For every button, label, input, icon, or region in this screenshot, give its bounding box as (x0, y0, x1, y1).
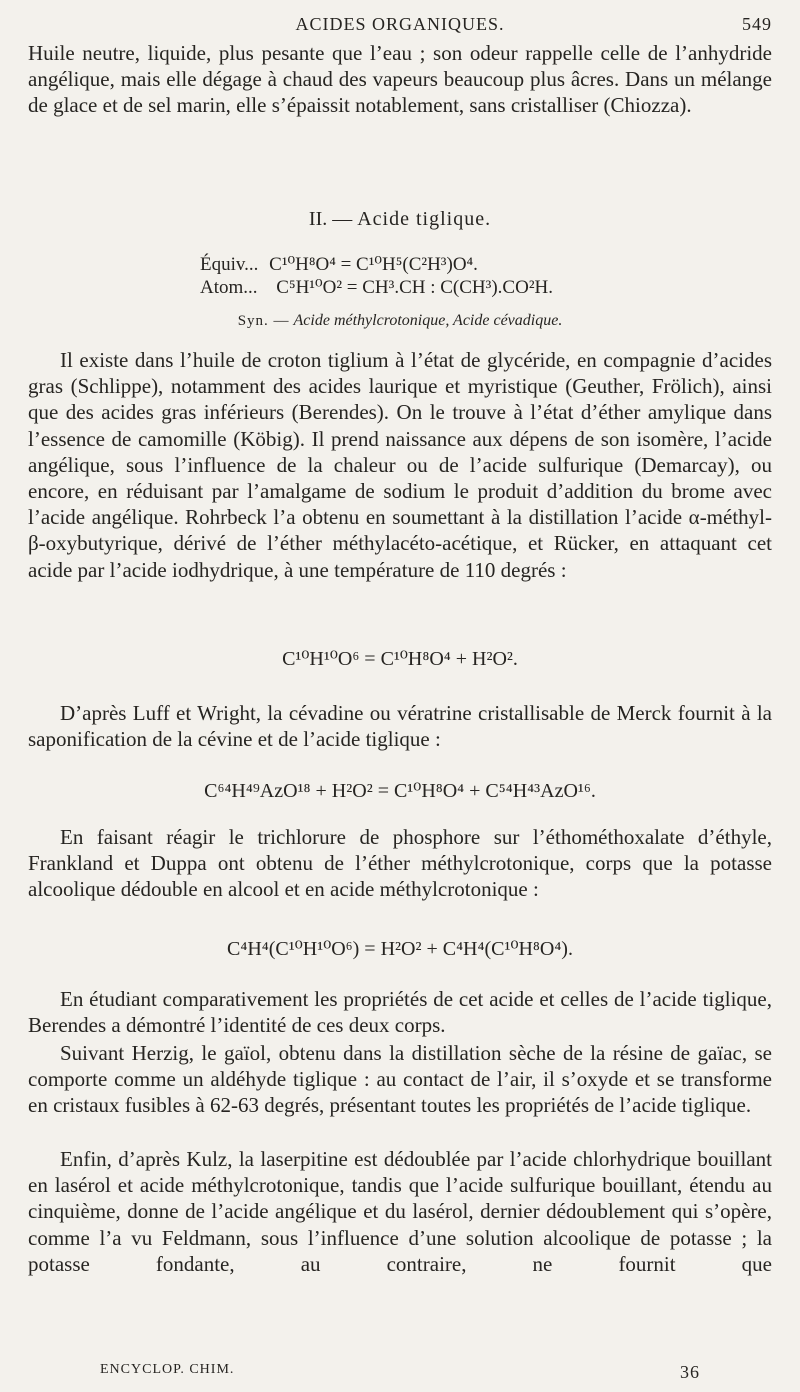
atom-formula: C⁵H¹⁰O² = CH³.CH : C(CH³).CO²H. (276, 277, 553, 298)
section-heading (0, 206, 800, 232)
running-header (0, 14, 800, 40)
synonyms-line (0, 308, 800, 334)
intro-paragraph: Huile neutre, liquide, plus pesante que l’eau ; son odeur rappelle celle de l’anhydride angélique, mais elle dégage à chaud des vapeurs beaucoup plus âcres. Dans un mélange de glace et de sel marin, elle s’épaissit notablement, sans cristalliser (Chiozza). (28, 41, 772, 118)
paragraph-herzig: Suivant Herzig, le gaïol, obtenu dans la distillation sèche de la résine de gaïac, se comporte comme un aldéhyde tiglique : au contact de l’air, il s’oxyde et se transforme en cristaux fusibles à 62-63 degrés, présentant toutes les propriétés de l’acide tiglique. (28, 1041, 772, 1118)
synonyms-label: Syn. — (237, 313, 290, 329)
paragraph-occurrence: Il existe dans l’huile de croton tiglium à l’état de glycéride, en compagnie d’acides gras (Schlippe), notamment des acides laurique et myristique (Geuther, Frölich), ainsi que des acides gras inférieurs (Berendes). On le trouve à l’état d’éther amylique dans l’essence de camomille (Köbig). Il prend naissance aux dépens de son isomère, l’acide angélique, sous l’influence de la chaleur ou de l’acide sulfurique (Demarcay), ou encore, en réduisant par l’amalgame de sodium le produit d’addition du brome avec l’acide angélique. Rohrbeck l’a obtenu en soumettant à la distillation l’acide α-méthyl-β-oxybutyrique, dérivé de l’éther méthylacéto-acétique, et Rücker, en attaquant cet acide par l’acide iodhydrique, à une température de 110 degrés : (28, 348, 772, 582)
page-footer (0, 1362, 800, 1386)
equation-2: C⁶⁴H⁴⁹AzO¹⁸ + H²O² = C¹⁰H⁸O⁴ + C⁵⁴H⁴³AzO¹⁶. (204, 780, 596, 802)
paragraph-cevadine: D’après Luff et Wright, la cévadine ou vératrine cristallisable de Merck fournit à la saponification de la cévine et de l’acide tiglique : (28, 701, 772, 752)
page-number: 549 (742, 14, 772, 34)
paragraph-kulz: Enfin, d’après Kulz, la laserpitine est dédoublée par l’acide chlorhydrique bouillant en lasérol et acide méthylcrotonique, tandis que l’acide sulfurique bouillant, étendu au cinquième, donne de l’acide angélique et du lasérol, dernier dédoublement qui s’opère, comme l’a vu Feldmann, sous l’influence d’une solution alcoolique de potasse ; la potasse fondante, au contraire, ne fournit que (28, 1147, 772, 1276)
footer-signature: ENCYCLOP. CHIM. (100, 1362, 235, 1377)
paragraph-frankland: En faisant réagir le trichlorure de phosphore sur l’éthométhoxalate d’éthyle, Frankland et Duppa ont obtenu de l’éther méthylcrotonique, corps que la potasse alcoolique dédouble en alcool et en acide méthylcrotonique : (28, 825, 772, 902)
equiv-formula: C¹⁰H⁸O⁴ = C¹⁰H⁵(C²H³)O⁴. (269, 254, 478, 275)
running-title: ACIDES ORGANIQUES. (295, 14, 505, 34)
atom-label: Atom... (200, 277, 258, 298)
equiv-label: Équiv... (200, 254, 259, 275)
section-title: Acide tiglique. (357, 208, 492, 230)
section-number: II. — (308, 208, 353, 230)
atomic-formula-line (200, 276, 760, 300)
equivalent-formula-line (200, 253, 760, 277)
equation-1: C¹⁰H¹⁰O⁶ = C¹⁰H⁸O⁴ + H²O². (282, 648, 518, 670)
sheet-number: 36 (680, 1362, 700, 1382)
equation-3: C⁴H⁴(C¹⁰H¹⁰O⁶) = H²O² + C⁴H⁴(C¹⁰H⁸O⁴). (227, 938, 573, 960)
synonyms-text: Acide méthylcrotonique, Acide cévadique. (293, 312, 563, 329)
paragraph-berendes: En étudiant comparativement les propriétés de cet acide et celles de l’acide tiglique, Berendes a démontré l’identité de ces deux corps. (28, 987, 772, 1038)
